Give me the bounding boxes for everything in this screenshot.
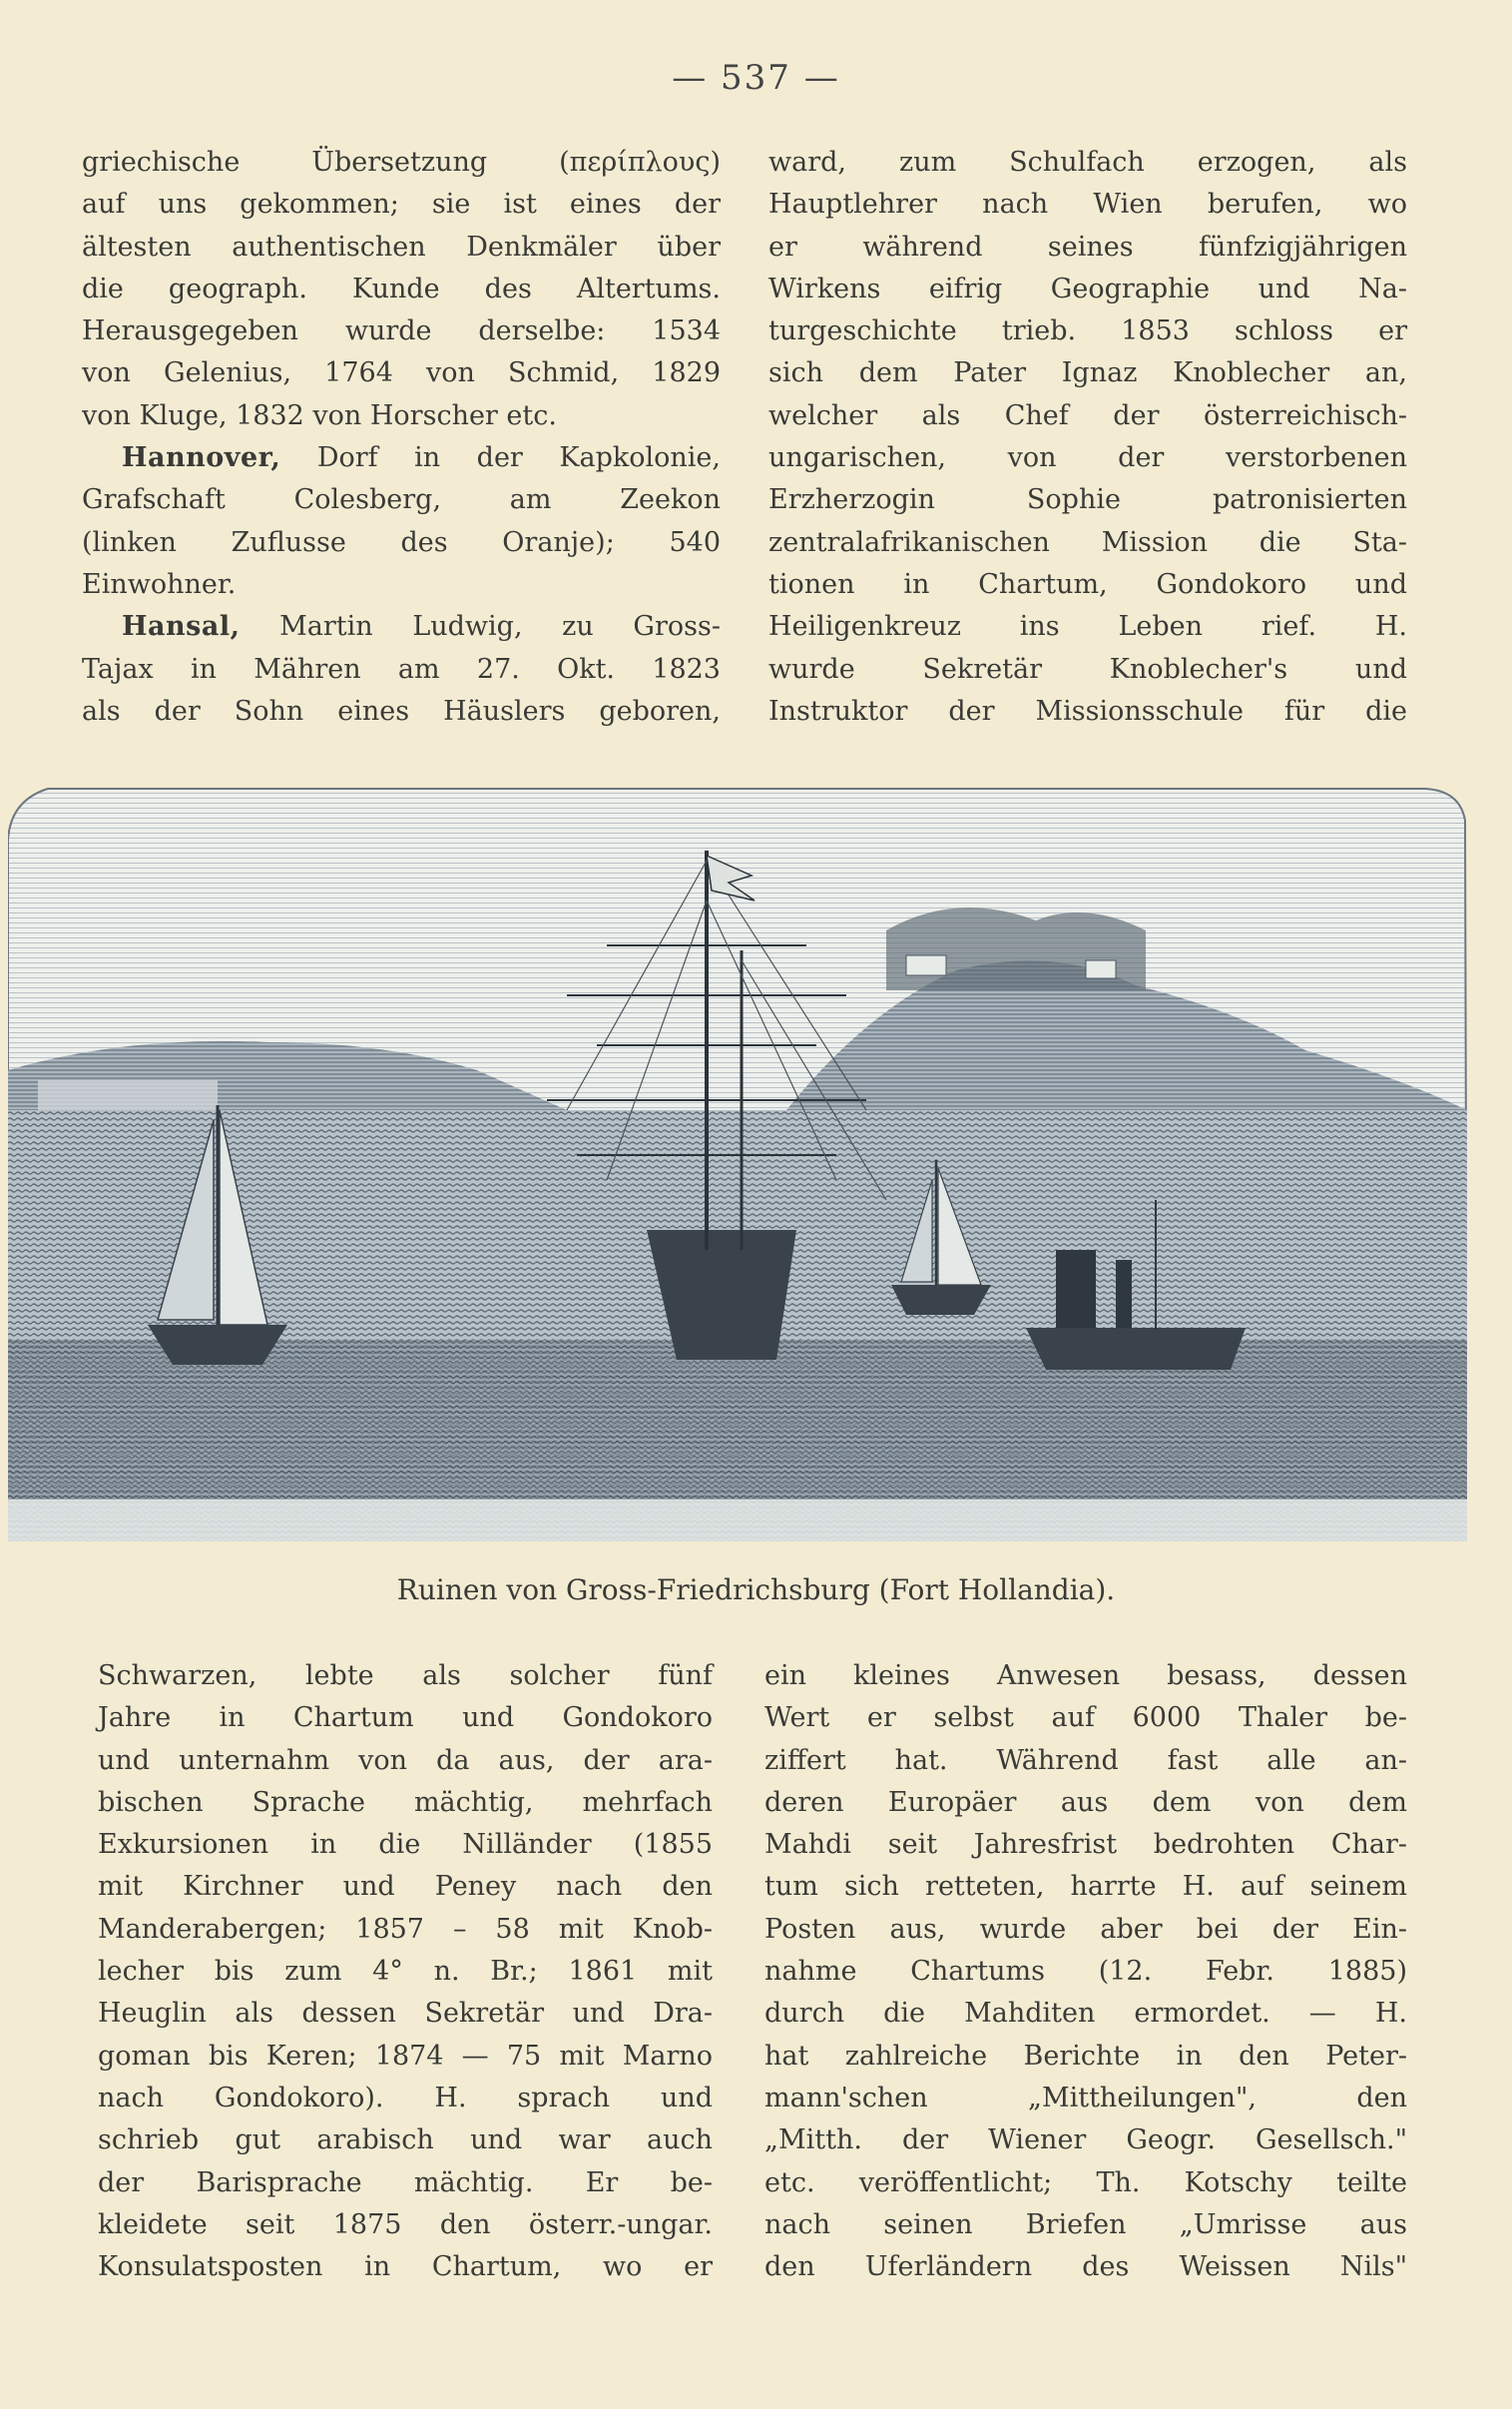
text-column-bottom-right: [764, 1655, 1407, 2288]
text-line: bischen Sprache mächtig, mehrfach: [98, 1786, 713, 1818]
text-line: mann'schen „Mittheilungen", den: [764, 2082, 1407, 2113]
entry-headword: Hannover,: [122, 442, 281, 474]
entry-headword: Hansal,: [122, 611, 241, 643]
text-line: von Kluge, 1832 von Horscher etc.: [82, 399, 557, 431]
text-line: goman bis Keren; 1874 — 75 mit Marno: [98, 2040, 713, 2072]
text-line: kleidete seit 1875 den österr.-ungar.: [98, 2208, 713, 2240]
text-line: lecher bis zum 4° n. Br.; 1861 mit: [98, 1956, 713, 1988]
text-line: sich dem Pater Ignaz Knoblecher an,: [768, 357, 1407, 389]
text-line: mit Kirchner und Peney nach den: [98, 1871, 713, 1903]
text-line: zentralafrikanischen Mission die Sta-: [768, 526, 1407, 558]
text-column-bottom-left: [98, 1655, 713, 2288]
text-line: als der Sohn eines Häuslers geboren,: [82, 695, 721, 727]
text-line: Herausgegeben wurde derselbe: 1534: [82, 315, 721, 347]
text-line: tum sich retteten, harrte H. auf seinem: [764, 1871, 1407, 1903]
text-line: Posten aus, wurde aber bei der Ein-: [764, 1913, 1407, 1945]
text-line: durch die Mahditen ermordet. — H.: [764, 1998, 1407, 2030]
text-line: von Gelenius, 1764 von Schmid, 1829: [82, 357, 721, 389]
text-line: wurde Sekretär Knoblecher's und: [768, 653, 1407, 685]
text-line: er während seines fünfzigjährigen: [768, 231, 1407, 263]
text-line: Tajax in Mähren am 27. Okt. 1823: [82, 653, 721, 685]
text-line: Schwarzen, lebte als solcher fünf: [98, 1660, 713, 1691]
text-line: schrieb gut arabisch und war auch: [98, 2124, 713, 2156]
text-line: welcher als Chef der österreichisch-: [768, 399, 1407, 431]
text-line: Wirkens eifrig Geographie und Na-: [768, 273, 1407, 304]
text-line: nach seinen Briefen „Umrisse aus: [764, 2208, 1407, 2240]
text-line: deren Europäer aus dem von dem: [764, 1786, 1407, 1818]
text-line: Konsulatsposten in Chartum, wo er: [98, 2251, 713, 2283]
text-line: Manderabergen; 1857 – 58 mit Knob-: [98, 1913, 713, 1945]
text-line: etc. veröffentlicht; Th. Kotschy teilte: [764, 2166, 1407, 2198]
text-line: und unternahm von da aus, der ara-: [98, 1744, 713, 1776]
entry-hansal: [82, 606, 721, 648]
text-line: Exkursionen in die Nilländer (1855: [98, 1829, 713, 1861]
text-line: ungarischen, von der verstorbenen: [768, 442, 1407, 474]
text-line: Mahdi seit Jahresfrist bedrohten Char-: [764, 1829, 1407, 1861]
text-column-top-left: [82, 142, 721, 733]
page-number: — 537 —: [672, 58, 840, 98]
text-line: die geograph. Kunde des Altertums.: [82, 273, 721, 304]
text-line: tionen in Chartum, Gondokoro und: [768, 568, 1407, 600]
text-line: Hauptlehrer nach Wien berufen, wo: [768, 189, 1407, 221]
text-line: auf uns gekommen; sie ist eines der: [82, 189, 721, 221]
text-line: Heuglin als dessen Sekretär und Dra-: [98, 1998, 713, 2030]
text-fragment: Martin Ludwig, zu Gross-: [240, 611, 721, 643]
text-column-top-right: [768, 142, 1407, 733]
text-line: den Uferländern des Weissen Nils": [764, 2251, 1407, 2283]
text-line: Erzherzogin Sophie patronisierten: [768, 484, 1407, 516]
text-line: ältesten authentischen Denkmäler über: [82, 231, 721, 263]
text-line: hat zahlreiche Berichte in den Peter-: [764, 2040, 1407, 2072]
text-line: ein kleines Anwesen besass, dessen: [764, 1660, 1407, 1691]
entry-hannover: [82, 437, 721, 479]
engraving-illustration: [8, 781, 1467, 1541]
text-line: Wert er selbst auf 6000 Thaler be-: [764, 1702, 1407, 1734]
text-line: der Barisprache mächtig. Er be-: [98, 2166, 713, 2198]
text-line: Instruktor der Missionsschule für die: [768, 695, 1407, 727]
figure-caption: Ruinen von Gross-Friedrichsburg (Fort Hollandia).: [396, 1573, 1116, 1606]
text-line: nach Gondokoro). H. sprach und: [98, 2082, 713, 2113]
text-line: Grafschaft Colesberg, am Zeekon: [82, 484, 721, 516]
text-fragment: Dorf in der Kapkolonie,: [280, 442, 721, 474]
text-line: Jahre in Chartum und Gondokoro: [98, 1702, 713, 1734]
text-line: nahme Chartums (12. Febr. 1885): [764, 1956, 1407, 1988]
text-line: Heiligenkreuz ins Leben rief. H.: [768, 611, 1407, 643]
text-line: (linken Zuflusse des Oranje); 540: [82, 526, 721, 558]
text-line: Einwohner.: [82, 568, 237, 600]
text-line: griechische Übersetzung (περίπλους): [82, 147, 721, 178]
text-line: turgeschichte trieb. 1853 schloss er: [768, 315, 1407, 347]
text-line: ward, zum Schulfach erzogen, als: [768, 147, 1407, 178]
text-line: ziffert hat. Während fast alle an-: [764, 1744, 1407, 1776]
text-line: „Mitth. der Wiener Geogr. Gesellsch.": [764, 2124, 1407, 2156]
